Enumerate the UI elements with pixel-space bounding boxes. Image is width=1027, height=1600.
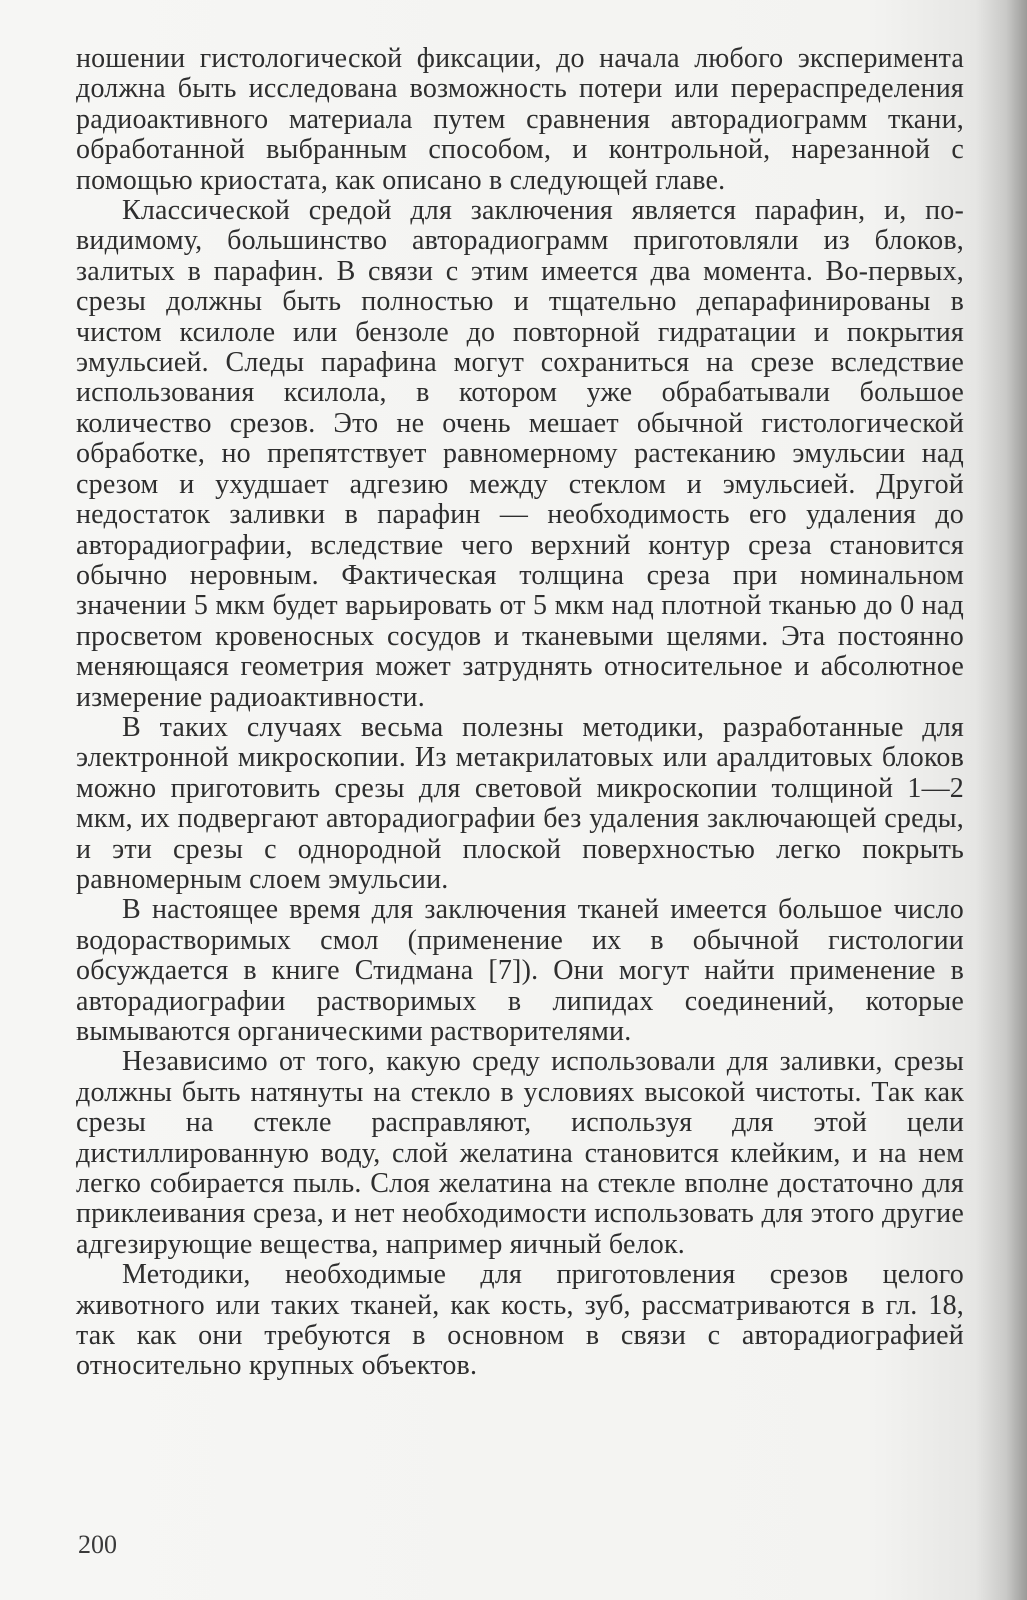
- page-number: 200: [78, 1530, 117, 1559]
- body-text: [76, 44, 964, 1382]
- paragraph: Независимо от того, какую среду использовали для заливки, срезы должны быть натянуты на стекло в условиях высокой чистоты. Так как срезы на стекле расправляют, используя для этой цели дистиллированную воду, слой желатина становится клейким, и на нем легко собирается пыль. Слоя желатина на стекле вполне достаточно для приклеивания среза, и нет необходимости использовать для этого другие адгезирующие вещества, например яичный белок.: [76, 1046, 964, 1260]
- paragraph: ношении гистологической фиксации, до начала любого эксперимента должна быть исследована возможность потери или перераспределения радиоактивного материала путем сравнения авторадиограмм ткани, обработанной выбранным способом, и контрольной, нарезанной с помощью криостата, как описано в следующей главе.: [76, 43, 964, 196]
- paragraph: В настоящее время для заключения тканей имеется большое число водорастворимых смол (применение их в обычной гистологии обсуждается в книге Стидмана [7]). Они могут найти применение в авторадиографии растворимых в липидах соединений, которые вымываются органическими растворителями.: [76, 894, 964, 1047]
- paragraph: Классической средой для заключения является парафин, и, по-видимому, большинство авторадиограмм приготовляли из блоков, залитых в парафин. В связи с этим имеется два момента. Во-первых, срезы должны быть полностью и тщательно депарафинированы в чистом ксилоле или бензоле до повторной гидратации и покрытия эмульсией. Следы парафина могут сохраниться на срезе вследствие использования ксилола, в котором уже обрабатывали большое количество срезов. Это не очень мешает обычной гистологической обработке, но препятствует равномерному растеканию эмульсии над срезом и ухудшает адгезию между стеклом и эмульсией. Другой недостаток заливки в парафин — необходимость его удаления до авторадиографии, вследствие чего верхний контур среза становится обычно неровным. Фактическая толщина среза при номинальном значении 5 мкм будет варьировать от 5 мкм над плотной тканью до 0 над просветом кровеносных сосудов и тканевыми щелями. Эта постоянно меняющаяся геометрия может затруднять относительное и абсолютное измерение радиоактивности.: [76, 195, 964, 713]
- paragraph: В таких случаях весьма полезны методики, разработанные для электронной микроскопии. Из метакрилатовых или аралдитовых блоков можно приготовить срезы для световой микроскопии толщиной 1—2 мкм, их подвергают авторадиографии без удаления заключающей среды, и эти срезы с однородной плоской поверхностью легко покрыть равномерным слоем эмульсии.: [76, 711, 964, 895]
- paragraph: Методики, необходимые для приготовления срезов целого животного или таких тканей, как кость, зуб, рассматриваются в гл. 18, так как они требуются в основном в связи с авторадиографией относительно крупных объектов.: [76, 1259, 964, 1382]
